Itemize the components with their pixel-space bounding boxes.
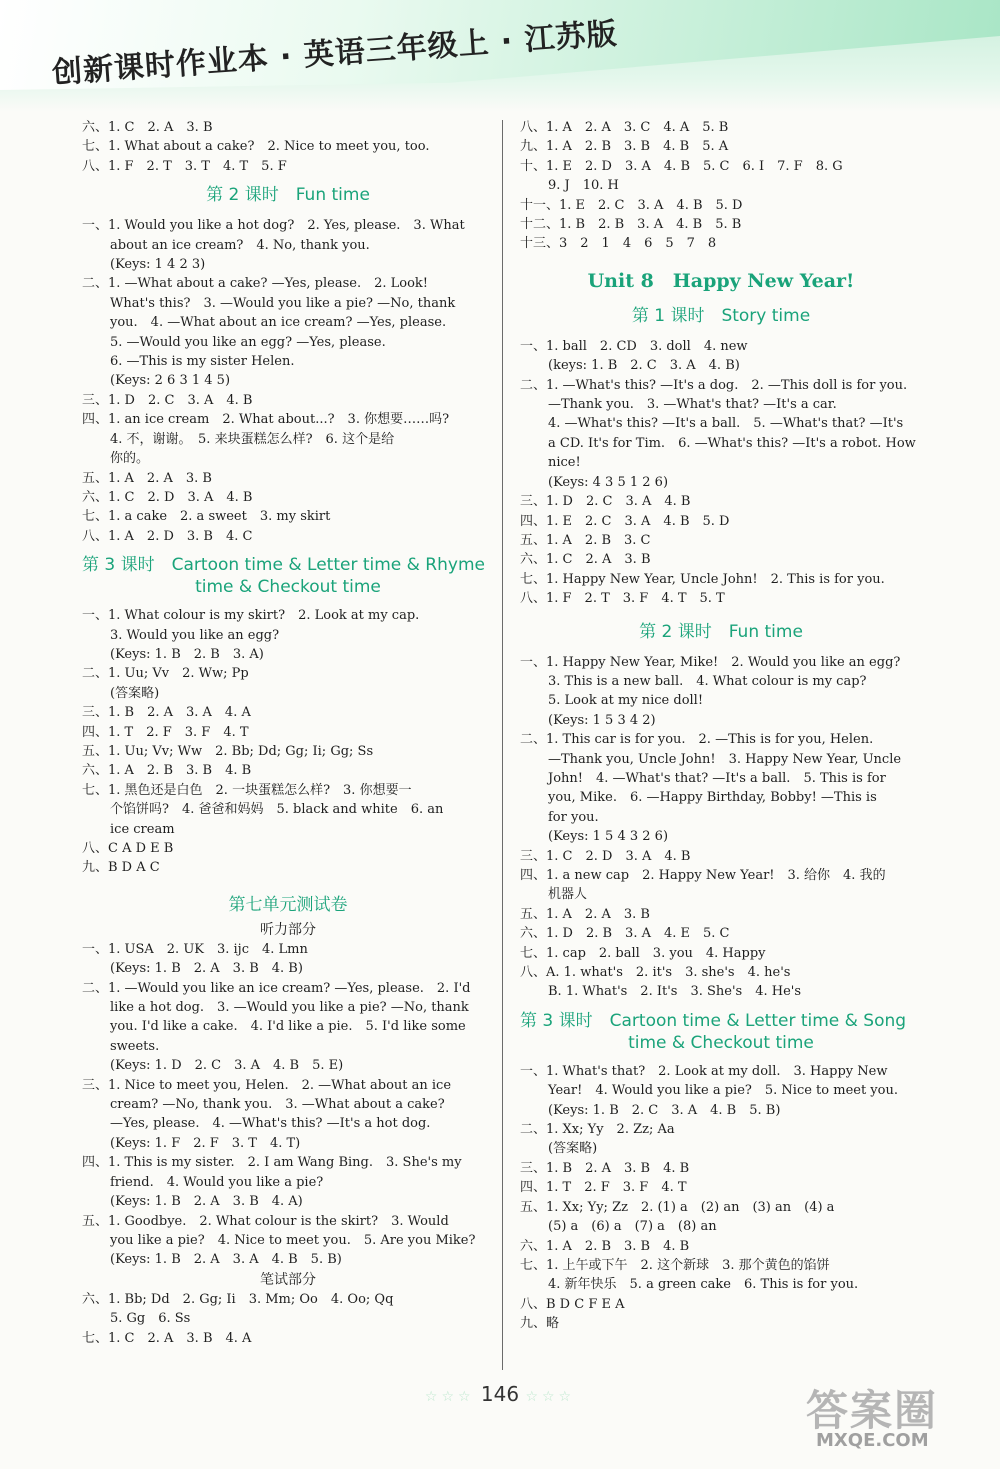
unit-8-title: Unit 8 Happy New Year! [587,269,855,292]
answer-line: like a hot dog. 3. —Would you like a pie? —No, thank [110,1000,469,1016]
answer-line: 七、1. What about a cake? 2. Nice to meet you, too. [82,139,430,155]
answer-line: about an ice cream? 4. No, thank you. [110,237,370,253]
answer-line: 二、1. Uu; Vv 2. Ww; Pp [82,666,249,682]
watermark-logo-text: 答案圈 [806,1386,939,1435]
written-section-label: 笔试部分 [260,1271,316,1288]
answer-line: 四、1. an ice cream 2. What about...? 3. 你想要……吗? [82,412,450,428]
answer-line: 一、1. What colour is my skirt? 2. Look at my cap. [82,608,420,624]
answer-line: 5. —Would you like an egg? —Yes, please. [110,334,386,350]
answer-line: sweets. [110,1038,160,1054]
answer-line: 七、1. a cake 2. a sweet 3. my skirt [82,509,331,525]
answer-line: 四、1. a new cap 2. Happy New Year! 3. 给你 4. 我的 [520,868,886,883]
keys-line: (Keys: 1. B 2. A 3. B 4. B) [110,961,303,977]
answer-line: 八、1. F 2. T 3. F 4. T 5. T [520,591,725,607]
answer-line: 三、1. B 2. A 3. A 4. A [82,705,251,721]
answer-line: (5) a (6) a (7) a (8) an [548,1219,717,1235]
answer-line: 一、1. What's that? 2. Look at my doll. 3. Happy New [520,1063,888,1079]
answer-line: 三、1. B 2. A 3. B 4. B [520,1160,690,1176]
answer-line: 七、1. cap 2. ball 3. you 4. Happy [520,945,766,961]
answer-line: 5. Gg 6. Ss [110,1311,191,1327]
answer-line: 十一、1. E 2. C 3. A 4. B 5. D [520,197,743,213]
answer-line: 二、1. —What's this? —It's a dog. 2. —This doll is for you. [520,377,908,393]
keys-line: (Keys: 1 5 4 3 2 6) [548,829,669,845]
answer-line: 九、B D A C [82,860,160,876]
answer-line: 三、1. C 2. D 3. A 4. B [520,848,691,864]
answer-line: Year! 4. Would you like a pie? 5. Nice to meet you. [548,1083,898,1099]
answer-line: 六、1. A 2. B 3. B 4. B [520,1238,690,1254]
answer-line: you like a pie? 4. Nice to meet you. 5. Are you Mike? [110,1232,476,1248]
left-column [82,118,494,1348]
keys-line: (Keys: 1 5 3 4 2) [548,712,656,728]
answer-line: 八、A. 1. what's 2. it's 3. she's 4. he's [520,965,791,981]
answer-line: 5. Look at my nice doll! [548,693,704,709]
watermark-url: MXQE.COM [816,1430,929,1451]
keys-line: (Keys: 2 6 3 1 4 5) [110,373,231,389]
unit-8-lesson-3-title: 第 3 课时 Cartoon time & Letter time & Song [520,1010,907,1031]
keys-line: (Keys: 1. B 2. A 3. A 4. B 5. B) [110,1252,342,1268]
lesson-2-title: 第 2 课时 Fun time [206,185,370,206]
answer-line: 八、C A D E B [82,841,174,856]
unit-8-lesson-3-subtitle: time & Checkout time [628,1032,814,1053]
answer-line: 八、1. A 2. A 3. C 4. A 5. B [520,120,729,135]
answer-line: John! 4. —What's that? —It's a ball. 5. This is for [548,770,886,786]
answer-line: 二、1. —Would you like an ice cream? —Yes, please. 2. I'd [82,980,471,996]
answer-line: (答案略) [110,685,160,701]
answer-line: 六、1. C 2. D 3. A 4. B [82,489,253,505]
keys-line: (Keys: 1. D 2. C 3. A 4. B 5. E) [110,1058,344,1074]
answer-line: 十、1. E 2. D 3. A 4. B 5. C 6. I 7. F 8. G [520,158,843,174]
keys-line: (Keys: 1. B 2. A 3. B 4. A) [110,1194,303,1210]
answer-line: 七、1. C 2. A 3. B 4. A [82,1330,252,1346]
answer-line: 七、1. 上午或下午 2. 这个新球 3. 那个黄色的馅饼 [520,1257,830,1273]
answer-line: 三、1. Nice to meet you, Helen. 2. —What about an ice [82,1077,452,1093]
answer-line: 一、1. Happy New Year, Mike! 2. Would you like an egg? [520,654,901,670]
answer-line: What's this? 3. —Would you like a pie? —No, thank [110,295,456,311]
star-decoration-icon: ☆☆☆ [424,1389,475,1405]
answer-line: 六、1. C 2. A 3. B [520,552,651,568]
page-header [0,0,1000,112]
answer-line: 一、1. USA 2. UK 3. ijc 4. Lmn [82,941,308,957]
answer-line: cream? —No, thank you. 3. —What about a cake? [110,1097,445,1113]
answer-line: 你的。 [110,451,150,467]
lesson-3-subtitle: time & Checkout time [195,577,381,598]
answer-line: ice cream [110,821,175,837]
answer-line: 八、1. A 2. D 3. B 4. C [82,528,253,544]
answer-line: 二、1. —What about a cake? —Yes, please. 2. Look! [82,276,429,292]
answer-line: 六、1. D 2. B 3. A 4. E 5. C [520,926,730,942]
answer-line: 五、1. Goodbye. 2. What colour is the skirt? 3. Would [82,1213,449,1229]
keys-line: (Keys: 4 3 5 1 2 6) [548,474,669,490]
answer-line: 9. J 10. H [548,178,619,194]
unit-8-lesson-1-title: 第 1 课时 Story time [631,305,811,326]
answer-line: 3. This is a new ball. 4. What colour is my cap? [548,673,867,689]
answer-line: 四、1. T 2. F 3. F 4. T [82,724,249,740]
answer-line: 五、1. Uu; Vv; Ww 2. Bb; Dd; Gg; Ii; Gg; Ss [82,743,374,759]
column-divider [502,120,503,1370]
answer-line: 八、B D C F E A [520,1296,625,1312]
keys-line: (keys: 1. B 2. C 3. A 4. B) [548,358,740,374]
site-watermark [796,1378,992,1454]
answer-line: 个馅饼吗? 4. 爸爸和妈妈 5. black and white 6. an [110,802,444,818]
answer-line: you. 4. —What about an ice cream? —Yes, please. [110,315,447,331]
answer-line: 机器人 [548,887,588,903]
keys-line: (Keys: 1 4 2 3) [110,257,206,273]
answer-line: 4. 新年快乐 5. a green cake 6. This is for you. [548,1277,859,1293]
book-title: 创新课时作业本 · 英语三年级上 · 江苏版 [51,16,619,91]
answer-line: 九、1. A 2. B 3. B 4. B 5. A [520,139,729,155]
keys-line: (Keys: 1. F 2. F 3. T 4. T) [110,1135,301,1151]
answer-line: —Thank you. 3. —What's that? —It's a car. [548,397,837,413]
answer-line: 五、1. A 2. A 3. B [82,470,212,486]
unit-7-test-title: 第七单元测试卷 [228,894,348,915]
answer-line: 4. —What's this? —It's a ball. 5. —What's that? —It's [548,416,904,432]
keys-line: (Keys: 1. B 2. B 3. A) [110,646,264,662]
answer-line: B. 1. What's 2. It's 3. She's 4. He's [548,984,802,1000]
answer-line: for you. [548,809,599,825]
answer-line: 六、1. A 2. B 3. B 4. B [82,763,252,779]
lesson-3-title: 第 3 课时 Cartoon time & Letter time & Rhyme [82,555,485,576]
answer-line: 二、1. Xx; Yy 2. Zz; Aa [520,1122,675,1138]
answer-line: 四、1. T 2. F 3. F 4. T [520,1180,687,1196]
answer-line: 十三、3 2 1 4 6 5 7 8 [520,236,717,252]
answer-line: nice! [548,455,581,471]
keys-line: (Keys: 1. B 2. C 3. A 4. B 5. B) [548,1102,781,1118]
answer-line: a CD. It's for Tim. 6. —What's this? —It's a robot. How [548,435,916,451]
answer-line: 五、1. A 2. B 3. C [520,532,651,548]
answer-line: 一、1. ball 2. CD 3. doll 4. new [520,338,748,354]
answer-line: 四、1. This is my sister. 2. I am Wang Bing. 3. She's my [82,1155,462,1171]
right-column [520,118,922,1334]
unit-8-lesson-2-title: 第 2 课时 Fun time [639,621,803,642]
answer-line: 3. Would you like an egg? [110,627,280,643]
answer-line: 一、1. Would you like a hot dog? 2. Yes, please. 3. What [82,218,465,234]
answer-line: 四、1. E 2. C 3. A 4. B 5. D [520,513,730,529]
answer-line: 三、1. D 2. C 3. A 4. B [520,494,691,510]
answer-line: 十二、1. B 2. B 3. A 4. B 5. B [520,217,742,233]
answer-line: 6. —This is my sister Helen. [110,354,295,370]
answer-line: you. I'd like a cake. 4. I'd like a pie. 5. I'd like some [110,1019,466,1035]
answer-line: friend. 4. Would you like a pie? [110,1174,324,1190]
answer-line: you, Mike. 6. —Happy Birthday, Bobby! —This is [548,790,877,806]
answer-line: 八、1. F 2. T 3. T 4. T 5. F [82,158,287,174]
answer-line: 七、1. 黑色还是白色 2. 一块蛋糕怎么样? 3. 你想要一 [82,782,412,798]
answer-line: 三、1. D 2. C 3. A 4. B [82,392,253,408]
answer-line: 七、1. Happy New Year, Uncle John! 2. This is for you. [520,571,885,587]
answer-line: —Yes, please. 4. —What's this? —It's a hot dog. [110,1116,431,1132]
star-decoration-icon: ☆☆☆ [525,1389,576,1405]
page-number: 146 [480,1382,520,1406]
answer-line: (答案略) [548,1141,598,1157]
answer-line: 五、1. Xx; Yy; Zz 2. (1) a (2) an (3) an (4) a [520,1199,835,1215]
listening-section-label: 听力部分 [260,921,316,938]
answer-line: 二、1. This car is for you. 2. —This is for you, Helen. [520,732,874,748]
answer-line: 九、略 [520,1316,560,1332]
answer-line: —Thank you, Uncle John! 3. Happy New Year, Uncle [548,751,902,767]
answer-line: 4. 不，谢谢。 5. 来块蛋糕怎么样? 6. 这个是给 [110,431,395,447]
answer-line: 六、1. C 2. A 3. B [82,120,213,135]
answer-line: 六、1. Bb; Dd 2. Gg; Ii 3. Mm; Oo 4. Oo; Qq [82,1291,394,1307]
answer-line: 五、1. A 2. A 3. B [520,906,650,922]
